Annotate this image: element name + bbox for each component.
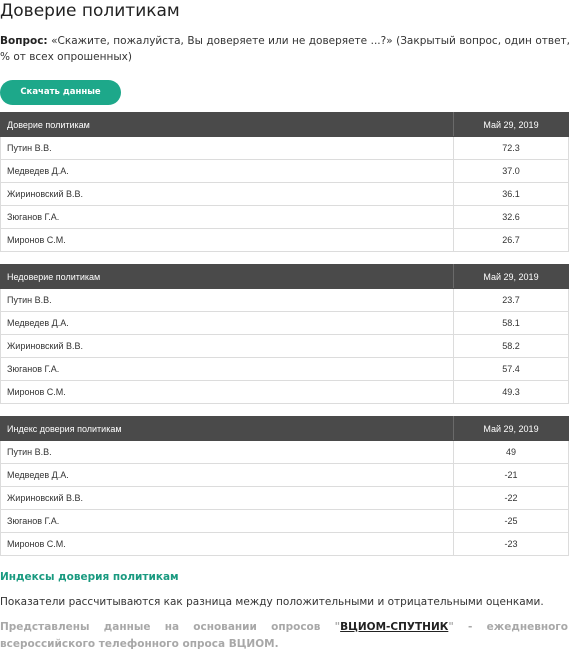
politician-name: Миронов С.М.: [1, 381, 454, 404]
politician-name: Миронов С.М.: [1, 229, 454, 252]
table-value: 49: [454, 441, 569, 464]
table-value: 37.0: [454, 160, 569, 183]
table-header-date: Май 29, 2019: [454, 113, 569, 137]
source-note: [0, 619, 568, 653]
table-value: -22: [454, 487, 569, 510]
table-value: 72.3: [454, 137, 569, 160]
table-header-title: Недоверие политикам: [1, 265, 454, 289]
table-value: -25: [454, 510, 569, 533]
download-data-button[interactable]: Скачать данные: [0, 80, 121, 105]
trust-index-table: [0, 416, 569, 556]
table-value: 32.6: [454, 206, 569, 229]
table-header-date: Май 29, 2019: [454, 417, 569, 441]
table-value: 26.7: [454, 229, 569, 252]
politician-name: Путин В.В.: [1, 441, 454, 464]
politician-name: Путин В.В.: [1, 289, 454, 312]
table-value: -21: [454, 464, 569, 487]
politician-name: Жириновский В.В.: [1, 183, 454, 206]
question: [0, 33, 570, 65]
table-row: [1, 358, 569, 381]
table-row: [1, 206, 569, 229]
source-suffix: " - ежедневного всероссийского телефонного опроса ВЦИОМ.: [0, 621, 569, 650]
table-header-row: [1, 113, 569, 137]
table-row: [1, 381, 569, 404]
table-header-title: Индекс доверия политикам: [1, 417, 454, 441]
politician-name: Зюганов Г.А.: [1, 510, 454, 533]
table-row: [1, 137, 569, 160]
table-row: [1, 487, 569, 510]
table-value: 49.3: [454, 381, 569, 404]
politician-name: Миронов С.М.: [1, 533, 454, 556]
table-value: -23: [454, 533, 569, 556]
table-row: [1, 533, 569, 556]
politician-name: Зюганов Г.А.: [1, 206, 454, 229]
politician-name: Путин В.В.: [1, 137, 454, 160]
table-row: [1, 229, 569, 252]
question-label: Вопрос:: [0, 35, 48, 47]
page-title: Доверие политикам: [0, 1, 180, 21]
table-value: 58.1: [454, 312, 569, 335]
section-heading: Индексы доверия политикам: [0, 571, 179, 583]
politician-name: Жириновский В.В.: [1, 487, 454, 510]
politician-name: Медведев Д.А.: [1, 312, 454, 335]
table-row: [1, 312, 569, 335]
table-row: [1, 510, 569, 533]
table-row: [1, 289, 569, 312]
table-header-title: Доверие политикам: [1, 113, 454, 137]
table-header-date: Май 29, 2019: [454, 265, 569, 289]
source-prefix: Представлены данные на основании опросов ": [0, 621, 341, 633]
table-row: [1, 160, 569, 183]
table-row: [1, 183, 569, 206]
distrust-table: [0, 264, 569, 404]
politician-name: Медведев Д.А.: [1, 160, 454, 183]
table-value: 36.1: [454, 183, 569, 206]
table-value: 57.4: [454, 358, 569, 381]
table-row: [1, 335, 569, 358]
politician-name: Медведев Д.А.: [1, 464, 454, 487]
table-value: 58.2: [454, 335, 569, 358]
table-header-row: [1, 417, 569, 441]
source-link[interactable]: ВЦИОМ-СПУТНИК: [340, 621, 449, 633]
table-row: [1, 441, 569, 464]
methodology-note: Показатели рассчитываются как разница между положительными и отрицательными оценками.: [0, 596, 544, 608]
table-row: [1, 464, 569, 487]
table-value: 23.7: [454, 289, 569, 312]
table-header-row: [1, 265, 569, 289]
trust-table: [0, 112, 569, 252]
politician-name: Жириновский В.В.: [1, 335, 454, 358]
politician-name: Зюганов Г.А.: [1, 358, 454, 381]
question-text: «Скажите, пожалуйста, Вы доверяете или не доверяете ...?» (Закрытый вопрос, один ответ, % от всех опрошенных): [0, 35, 570, 63]
